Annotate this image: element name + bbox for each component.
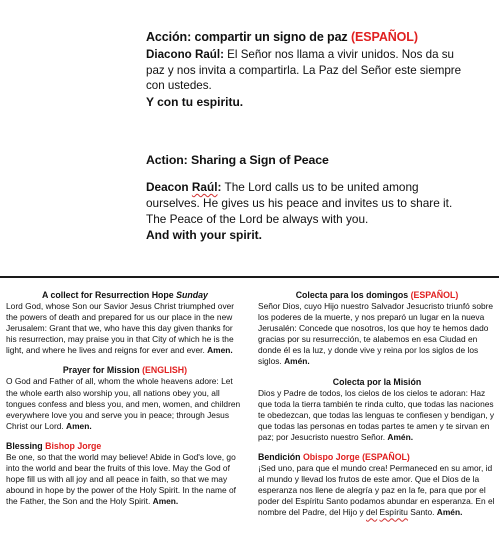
upper-page (0, 0, 499, 276)
colecta-domingos-section (258, 290, 496, 368)
bendicion-word-del: del (366, 507, 378, 518)
colecta-mision-title: Colecta por la Misión (332, 376, 422, 387)
colecta-body-text: Señor Dios, cuyo Hijo nuestro Salvador Jesucristo triunfó sobre los poderes de la muerte, y nos preparó un lugar en la nueva Jerusalén: Concede que nosotros, los que hoy te hemos dado gracias por su resurrección, te alabemos en esa Ciudad en donde él es la luz, y donde vive y reina por los siglos de los siglos. (258, 301, 494, 367)
mission-prayer-body (6, 376, 244, 431)
right-column (258, 290, 496, 528)
english-speaker (146, 180, 221, 194)
english-peace-block (146, 153, 466, 243)
english-deacon-text (146, 179, 466, 227)
resurrection-collect-section (6, 290, 244, 356)
bendicion-title (258, 452, 496, 463)
mission-prayer-title (6, 365, 244, 376)
left-column (6, 290, 244, 516)
bendicion-language-tag: (ESPAÑOL) (359, 452, 410, 463)
bendicion-word-espiritu: Espíritu (379, 507, 408, 518)
colecta-mision-body (258, 388, 496, 443)
mission-prayer-section (6, 365, 244, 431)
bendicion-body-text: ¡Sed uno, para que el mundo crea! Permaneced en su amor, id al mundo y llevad los frutos de este amor. Que el Dios de la esperanza nos llene de alegría y paz en la fe, para que por el poder del Espíritu Santo podamos abundar en esperanza. En el nombre del Padre, del Hijo y (258, 463, 495, 518)
spanish-text: El Señor nos llama a vivir unidos. Nos da su paz y nos invita a compartirla. La Paz del Señor este siempre con ustedes. (146, 48, 462, 92)
colecta-domingos-title (258, 290, 496, 301)
collect-amen: Amen. (207, 345, 233, 356)
blessing-bishop-name: Bishop Jorge (45, 440, 102, 451)
spanish-action-label: Acción: compartir un signo de paz (146, 30, 351, 44)
colecta-domingos-body (258, 301, 496, 368)
blessing-amen: Amen. (152, 496, 179, 507)
prayer-title-text: Prayer for Mission (62, 365, 143, 376)
page-divider (0, 276, 499, 278)
bendicion-amen: Amén. (436, 507, 463, 518)
english-action-heading: Action: Sharing a Sign of Peace (146, 153, 329, 167)
colecta-title-text: Colecta para los domingos (295, 290, 411, 300)
prayer-body-text: O God and Father of all, whom the whole heavens adore: Let the whole earth also worship you, all nations obey you, all tongues confess and bless you, and men, women, and children everywhere love you and serve you in peace; through Jesus Christ our Lord. (6, 376, 241, 431)
spanish-response: Y con tu espiritu. (146, 94, 244, 109)
colecta-mision-section (258, 377, 496, 443)
spanish-speaker: Diacono Raúl: (146, 48, 224, 61)
blessing-title (6, 441, 244, 452)
bendicion-obispo-name: Obispo Jorge (302, 452, 360, 463)
resurrection-collect-title (6, 290, 244, 301)
mision-amen: Amén. (387, 431, 414, 442)
english-response: And with your spirit. (146, 228, 262, 242)
blessing-section (6, 441, 244, 507)
english-speaker-colon: : (217, 180, 222, 194)
spanish-peace-block (146, 30, 466, 110)
english-text: The Lord calls us to be united among ourselves. He gives us his peace and invites us to share it. The Peace of the Lord be always with you. (146, 180, 453, 226)
prayer-language-tag: (ENGLISH) (142, 365, 188, 376)
bendicion-section (258, 452, 496, 518)
bendicion-body-end: Santo. (407, 507, 437, 518)
mision-body-text: Dios y Padre de todos, los cielos de los cielos te adoran: Haz que toda la tierra también te rinda culto, que todas las naciones te obedezcan, que todas las lenguas te confiesen y bendigan, y que todas las personas en todas partes te amen y te sirvan en paz; por Jesucristo nuestro Señor. (258, 387, 495, 442)
spanish-deacon-text (146, 47, 466, 94)
bendicion-body (258, 463, 496, 518)
english-speaker-title: Deacon (146, 180, 192, 194)
collect-title-text: A collect for Resurrection Hope (42, 290, 177, 300)
collect-body-text: Lord God, whose Son our Savior Jesus Christ triumphed over the powers of death and prepared for us our place in the new Jerusalem: Grant that we, who have this day given thanks for his resurrection, may praise you in that City of which he is the light, and where he lives and reigns for ever and ever. (6, 301, 235, 356)
blessing-title-text: Blessing (6, 440, 46, 451)
resurrection-collect-body (6, 301, 244, 356)
colecta-amen: Amén. (284, 356, 310, 367)
blessing-body-text: Be one, so that the world may believe! Abide in God's love, go into the world and bear the fruits of this love. May the God of hope fill us with all joy and all peace in faith, so that we may abound in hope by the power of the Holy Spirit. In the name of the Father, the Son and the Holy Spirit. (6, 451, 236, 507)
spanish-language-tag: (ESPAÑOL) (350, 30, 418, 44)
english-speaker-name: Raúl (191, 180, 218, 194)
bendicion-title-text: Bendición (258, 452, 303, 463)
colecta-language-tag: (ESPAÑOL) (410, 290, 459, 300)
prayer-amen: Amen. (66, 420, 92, 431)
blessing-body (6, 452, 244, 507)
spanish-action-heading (146, 30, 466, 45)
collect-title-sunday: Sunday (176, 290, 208, 300)
